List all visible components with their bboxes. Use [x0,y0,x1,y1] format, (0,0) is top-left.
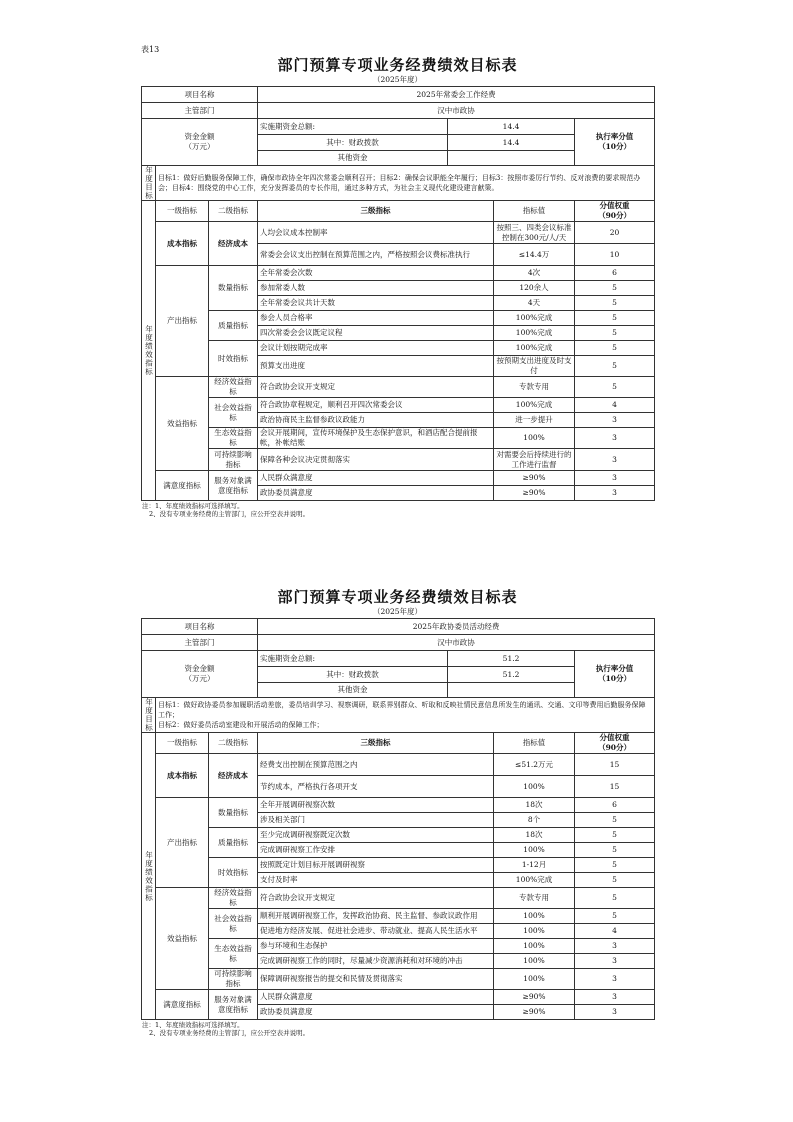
score-weight: 3 [575,939,655,954]
level1-indicator: 满意度指标 [156,471,209,501]
fund-amount-label: 资金金额 （万元） [142,119,258,166]
target-value: 100% [494,776,575,798]
annual-objective-label: 年度目标 [142,698,156,733]
department-label: 主管部门 [142,103,258,119]
target-value: 专款专用 [494,888,575,909]
target-value: 100% [494,939,575,954]
target-value: ≥90% [494,990,575,1005]
level3-indicator: 四次常委会会议既定议程 [258,326,494,341]
target-value: ≤51.2万元 [494,754,575,776]
level2-indicator: 经济效益指标 [209,377,258,398]
target-value: 100% [494,924,575,939]
form-year: （2025年度） [372,75,423,84]
project-name-label: 项目名称 [142,87,258,103]
score-weight: 5 [575,377,655,398]
other-funds-label: 其他资金 [258,151,448,166]
level2-indicator: 生态效益指标 [209,939,258,969]
table-row [142,969,655,990]
score-weight: 5 [575,909,655,924]
score-weight: 3 [575,954,655,969]
level3-indicator: 人民群众满意度 [258,990,494,1005]
score-weight: 5 [575,888,655,909]
table-row [142,266,655,281]
header-level2: 二级指标 [209,201,258,222]
table-row [142,828,655,843]
performance-table [141,86,655,501]
performance-form-1 [141,56,654,518]
table-row [142,449,655,471]
target-value: 100% [494,909,575,924]
table-row [142,428,655,449]
header-target-value: 指标值 [494,201,575,222]
form-title: 部门预算专项业务经费绩效目标表 [277,56,518,74]
header-level3: 三级指标 [258,733,494,754]
level1-indicator: 成本指标 [156,754,209,798]
level3-indicator: 按照既定计划目标开展调研视察 [258,858,494,873]
target-value: 120余人 [494,281,575,296]
level2-indicator: 质量指标 [209,311,258,341]
level3-indicator: 促进地方经济发展、促进社会进步、带动就业、提高人民生活水平 [258,924,494,939]
performance-table [141,618,655,1020]
score-weight: 10 [575,244,655,266]
header-level1: 一级指标 [156,733,209,754]
level3-indicator: 会议计划按期完成率 [258,341,494,356]
project-name-value: 2025年常委会工作经费 [258,87,655,103]
header-score-weight: 分值权重 （90分） [575,201,655,222]
score-weight: 5 [575,813,655,828]
other-funds-label: 其他资金 [258,683,448,698]
total-fund-value: 14.4 [448,119,575,135]
target-value: 4次 [494,266,575,281]
project-name-value: 2025年政协委员活动经费 [258,619,655,635]
score-weight: 3 [575,990,655,1005]
level1-indicator: 效益指标 [156,888,209,990]
table-row [142,888,655,909]
score-weight: 5 [575,326,655,341]
level3-indicator: 会议开展期间，宣传环境保护及生态保护意识，和酒店配合提前报帐，补帐结账 [258,428,494,449]
score-weight: 6 [575,266,655,281]
table-row [142,471,655,486]
score-weight: 5 [575,858,655,873]
department-value: 汉中市政协 [258,103,655,119]
target-value: 4天 [494,296,575,311]
level3-indicator: 政协委员满意度 [258,1005,494,1020]
annual-objective-label: 年度目标 [142,166,156,201]
table-row [142,398,655,413]
target-value: 1-12月 [494,858,575,873]
table-row [142,798,655,813]
level2-indicator: 生态效益指标 [209,428,258,449]
score-weight: 15 [575,776,655,798]
target-value: 8个 [494,813,575,828]
note-line: 2、没有专项业务经费的主管部门，应公开空表并说明。 [149,510,310,518]
table-row [142,990,655,1005]
level3-indicator: 全年开展调研视察次数 [258,798,494,813]
total-fund-label: 实施期资金总额: [258,651,448,667]
target-value: 100% [494,843,575,858]
score-weight: 3 [575,413,655,428]
level2-indicator: 数量指标 [209,798,258,828]
score-weight: 6 [575,798,655,813]
level3-indicator: 符合政协会议开支规定 [258,377,494,398]
table-row [142,939,655,954]
level1-indicator: 产出指标 [156,798,209,888]
level2-indicator: 社会效益指标 [209,398,258,428]
execution-rate-score: 执行率分值 （10分） [575,651,655,698]
score-weight: 3 [575,428,655,449]
level3-indicator: 全年常委会议共计天数 [258,296,494,311]
score-weight: 3 [575,449,655,471]
level3-indicator: 完成调研视察工作安排 [258,843,494,858]
level2-indicator: 时效指标 [209,341,258,377]
target-value: 100%完成 [494,341,575,356]
level1-indicator: 产出指标 [156,266,209,377]
indicator-side-label: 年度绩效指标 [142,733,156,1020]
level2-indicator: 经济成本 [209,222,258,266]
score-weight: 3 [575,486,655,501]
score-weight: 5 [575,341,655,356]
target-value: 100%完成 [494,398,575,413]
project-name-label: 项目名称 [142,619,258,635]
score-weight: 15 [575,754,655,776]
performance-form-2 [141,588,654,1037]
level3-indicator: 完成调研视察工作的同时，尽量减少资源消耗和对环境的冲击 [258,954,494,969]
table-notes [141,502,654,518]
form-title: 部门预算专项业务经费绩效目标表 [277,588,518,606]
level2-indicator: 经济成本 [209,754,258,798]
score-weight: 5 [575,356,655,377]
annual-objective-text: 目标1：做好政协委员参加履职活动差旅，委员培训学习、视察调研，联系界别群众、听取和反映社情民意信息所发生的通讯、交通、文印等费用后勤服务保障工作； 目标2：做好委员活动室建设和开展活动的保障工作； [156,698,655,733]
finance-allocation-value: 51.2 [448,667,575,683]
level2-indicator: 经济效益指标 [209,888,258,909]
level2-indicator: 服务对象满意度指标 [209,471,258,501]
execution-rate-score: 执行率分值 （10分） [575,119,655,166]
score-weight: 3 [575,471,655,486]
header-level1: 一级指标 [156,201,209,222]
header-level3: 三级指标 [258,201,494,222]
level1-indicator: 效益指标 [156,377,209,471]
level3-indicator: 支付及时率 [258,873,494,888]
level3-indicator: 符合政协会议开支规定 [258,888,494,909]
score-weight: 4 [575,924,655,939]
level3-indicator: 参会人员合格率 [258,311,494,326]
note-line: 注：1、年度绩效指标可选择填写。 [142,1021,244,1029]
other-funds-value [448,151,575,166]
level2-indicator: 社会效益指标 [209,909,258,939]
level3-indicator: 预算支出进度 [258,356,494,377]
target-value: 100%完成 [494,873,575,888]
table-row [142,341,655,356]
level2-indicator: 质量指标 [209,828,258,858]
target-value: 100%完成 [494,311,575,326]
total-fund-label: 实施期资金总额: [258,119,448,135]
score-weight: 5 [575,828,655,843]
table-row [142,909,655,924]
target-value: 100% [494,969,575,990]
annual-objective-text: 目标1：做好后勤服务保障工作，确保市政协全年四次常委会顺利召开；目标2：确保会议职能全年履行；目标3：按照市委厉行节约、反对浪费的要求规范办会；目标4：围绕党的中心工作，充分发挥委员的专长作用，通过多种方式，为社会主义现代化建设建言献策。 [156,166,655,201]
level2-indicator: 服务对象满意度指标 [209,990,258,1020]
target-value: 18次 [494,798,575,813]
target-value: 按预期支出进度及时支付 [494,356,575,377]
table-row [142,858,655,873]
score-weight: 5 [575,311,655,326]
score-weight: 20 [575,222,655,244]
note-line: 2、没有专项业务经费的主管部门，应公开空表并说明。 [149,1029,310,1037]
level3-indicator: 顺利开展调研视察工作，发挥政治协商、民主监督、参政议政作用 [258,909,494,924]
department-value: 汉中市政协 [258,635,655,651]
table-notes [141,1021,654,1037]
header-target-value: 指标值 [494,733,575,754]
level2-indicator: 可持续影响指标 [209,449,258,471]
target-value: ≥90% [494,1005,575,1020]
level3-indicator: 节约成本，严格执行各项开支 [258,776,494,798]
department-label: 主管部门 [142,635,258,651]
target-value: 进一步提升 [494,413,575,428]
finance-allocation-value: 14.4 [448,135,575,151]
level3-indicator: 经费支出控制在预算范围之内 [258,754,494,776]
table-row [142,222,655,244]
table-row [142,311,655,326]
target-value: 专款专用 [494,377,575,398]
level3-indicator: 全年常委会次数 [258,266,494,281]
table-row [142,754,655,776]
header-score-weight: 分值权重 （90分） [575,733,655,754]
target-value: 100% [494,954,575,969]
target-value: 100%完成 [494,326,575,341]
target-value: ≥90% [494,486,575,501]
target-value: 18次 [494,828,575,843]
finance-allocation-label: 其中：财政拨款 [258,135,448,151]
score-weight: 5 [575,843,655,858]
note-line: 注：1、年度绩效指标可选择填写。 [142,502,244,510]
level3-indicator: 符合政协章程规定，顺利召开四次常委会议 [258,398,494,413]
level3-indicator: 保障各种会议决定贯彻落实 [258,449,494,471]
score-weight: 5 [575,296,655,311]
level3-indicator: 至少完成调研视察既定次数 [258,828,494,843]
score-weight: 3 [575,969,655,990]
level3-indicator: 保障调研视察报告的提交和民情及贯彻落实 [258,969,494,990]
target-value: 按照三、四类会议标准控制在300元/人/天 [494,222,575,244]
level3-indicator: 参加常委人数 [258,281,494,296]
level1-indicator: 满意度指标 [156,990,209,1020]
target-value: ≤14.4万 [494,244,575,266]
total-fund-value: 51.2 [448,651,575,667]
level3-indicator: 政协委员满意度 [258,486,494,501]
level2-indicator: 数量指标 [209,266,258,311]
level3-indicator: 政治协商民主监督参政议政能力 [258,413,494,428]
level2-indicator: 可持续影响指标 [209,969,258,990]
other-funds-value [448,683,575,698]
target-value: 对需要会后持续进行的工作进行监督 [494,449,575,471]
score-weight: 3 [575,1005,655,1020]
score-weight: 5 [575,281,655,296]
level3-indicator: 人民群众满意度 [258,471,494,486]
table-row [142,377,655,398]
finance-allocation-label: 其中：财政拨款 [258,667,448,683]
table-number: 表13 [141,45,160,54]
score-weight: 4 [575,398,655,413]
level3-indicator: 涉及相关部门 [258,813,494,828]
level3-indicator: 参与环境和生态保护 [258,939,494,954]
level1-indicator: 成本指标 [156,222,209,266]
level3-indicator: 人均会议成本控制率 [258,222,494,244]
level2-indicator: 时效指标 [209,858,258,888]
score-weight: 5 [575,873,655,888]
fund-amount-label: 资金金额 （万元） [142,651,258,698]
form-year: （2025年度） [372,607,423,616]
target-value: ≥90% [494,471,575,486]
header-level2: 二级指标 [209,733,258,754]
level3-indicator: 常委会会议支出控制在预算范围之内，严格按照会议费标准执行 [258,244,494,266]
target-value: 100% [494,428,575,449]
indicator-side-label: 年度绩效指标 [142,201,156,501]
